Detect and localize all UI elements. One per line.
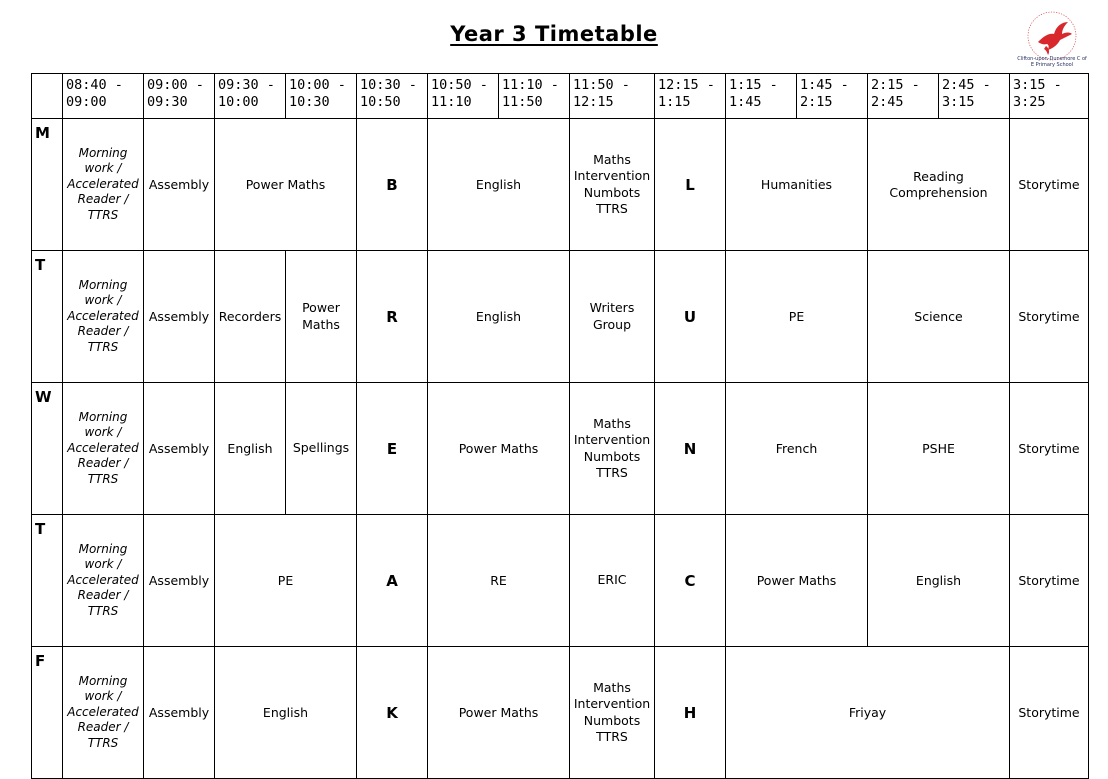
cell-line: TTRS	[87, 207, 119, 222]
cell-line: 09:00	[66, 94, 107, 110]
cell-line: TTRS	[87, 471, 119, 486]
morning-work-cell	[63, 251, 144, 383]
cell-line: Accelerated	[67, 176, 139, 191]
cell-line: Accelerated	[67, 440, 139, 455]
cell-line: 11:50 -	[573, 77, 630, 93]
time-slot-header	[570, 74, 655, 119]
day-label: M	[32, 119, 63, 251]
storytime-cell: Storytime	[1010, 251, 1089, 383]
day-label: T	[32, 251, 63, 383]
cell-line: 1:15	[658, 94, 691, 110]
cell-line: Accelerated	[67, 572, 139, 587]
lesson-cell: French	[726, 383, 868, 515]
cell-line: Accelerated	[67, 704, 139, 719]
cell-line: Morning	[78, 277, 128, 292]
lesson-cell: Spellings	[286, 383, 357, 515]
cell-line: 1:45 -	[800, 77, 849, 93]
cell-line: Intervention	[573, 432, 651, 447]
cell-line: work /	[84, 293, 122, 308]
cell-line: Reader /	[77, 456, 129, 471]
lesson-cell	[570, 647, 655, 779]
cell-line: Group	[592, 316, 632, 332]
lesson-cell: Friyay	[726, 647, 1010, 779]
cell-line: Numbots	[583, 448, 641, 464]
storytime-cell: Storytime	[1010, 119, 1089, 251]
cell-line: 09:00 -	[147, 77, 204, 93]
cell-line: Morning	[78, 541, 128, 556]
assembly-cell: Assembly	[144, 119, 215, 251]
lesson-cell: Power Maths	[428, 647, 570, 779]
cell-line: TTRS	[596, 465, 628, 480]
cell-line: Maths	[593, 415, 631, 431]
time-slot-header	[286, 74, 357, 119]
cell-line: TTRS	[87, 603, 119, 618]
cell-line: Maths	[593, 679, 631, 695]
time-slot-header	[144, 74, 215, 119]
lesson-cell	[570, 251, 655, 383]
cell-line: 08:40 -	[66, 77, 123, 93]
break-letter: B	[357, 119, 428, 251]
time-slot-header	[357, 74, 428, 119]
lesson-cell: PE	[215, 515, 357, 647]
cell-line: TTRS	[596, 729, 628, 744]
cell-line: Intervention	[573, 168, 651, 183]
page-title: Year 3 Timetable	[450, 22, 658, 46]
morning-work-cell	[63, 515, 144, 647]
day-row	[32, 119, 1089, 251]
cell-line: Reader /	[77, 324, 129, 339]
lunch-letter: N	[655, 383, 726, 515]
cell-line: Numbots	[583, 712, 641, 728]
cell-line: Power	[302, 300, 340, 315]
cell-line: 2:45 -	[942, 77, 991, 93]
cell-line: Maths	[593, 151, 631, 167]
morning-work-cell	[63, 647, 144, 779]
red-dove-icon	[1038, 22, 1072, 55]
cell-line: Reader /	[77, 192, 129, 207]
lesson-cell: Science	[868, 251, 1010, 383]
lesson-cell: Recorders	[215, 251, 286, 383]
time-slot-header	[939, 74, 1010, 119]
cell-line: 1:45	[729, 94, 762, 110]
lesson-cell: English	[868, 515, 1010, 647]
cell-line: TTRS	[87, 735, 119, 750]
time-slot-header	[655, 74, 726, 119]
assembly-cell: Assembly	[144, 515, 215, 647]
time-slot-header	[499, 74, 570, 119]
cell-line: 2:15	[800, 94, 833, 110]
cell-line: 3:15 -	[1013, 77, 1062, 93]
lesson-cell	[286, 251, 357, 383]
lesson-cell: Reading Comprehension	[868, 119, 1010, 251]
lesson-cell: Humanities	[726, 119, 868, 251]
cell-line: 10:50 -	[431, 77, 488, 93]
cell-line: Intervention	[573, 696, 651, 711]
cell-line: 11:50	[502, 94, 543, 110]
cell-line: 10:00 -	[289, 77, 346, 93]
day-row	[32, 515, 1089, 647]
lesson-cell: RE	[428, 515, 570, 647]
assembly-cell: Assembly	[144, 251, 215, 383]
lesson-cell: Power Maths	[726, 515, 868, 647]
lesson-cell: English	[428, 251, 570, 383]
morning-work-cell	[63, 383, 144, 515]
storytime-cell: Storytime	[1010, 647, 1089, 779]
lesson-cell	[570, 119, 655, 251]
day-row	[32, 383, 1089, 515]
time-slot-header	[726, 74, 797, 119]
logo-caption: Clifton-upon-Dunsmore C of E Primary School	[1017, 56, 1087, 68]
timetable	[31, 73, 1089, 779]
cell-line: 09:30 -	[218, 77, 275, 93]
lunch-letter: L	[655, 119, 726, 251]
time-slot-header	[428, 74, 499, 119]
cell-line: 2:15 -	[871, 77, 920, 93]
time-slot-header	[797, 74, 868, 119]
cell-line: Writers	[589, 300, 635, 315]
storytime-cell: Storytime	[1010, 515, 1089, 647]
cell-line: TTRS	[596, 201, 628, 216]
cell-line: Morning	[78, 673, 128, 688]
cell-line: work /	[84, 425, 122, 440]
lesson-cell: PE	[726, 251, 868, 383]
cell-line: Reader /	[77, 588, 129, 603]
lesson-cell: ERIC	[570, 515, 655, 647]
cell-line: Accelerated	[67, 308, 139, 323]
cell-line: Reader /	[77, 720, 129, 735]
day-label: T	[32, 515, 63, 647]
assembly-cell: Assembly	[144, 647, 215, 779]
lesson-cell: Power Maths	[215, 119, 357, 251]
lesson-cell: PSHE	[868, 383, 1010, 515]
break-letter: R	[357, 251, 428, 383]
cell-line: 12:15	[573, 94, 614, 110]
assembly-cell: Assembly	[144, 383, 215, 515]
cell-line: 10:50	[360, 94, 401, 110]
cell-line: Numbots	[583, 184, 641, 200]
day-label: F	[32, 647, 63, 779]
lesson-cell: English	[215, 647, 357, 779]
cell-line: 10:30	[289, 94, 330, 110]
time-slot-header	[63, 74, 144, 119]
cell-line: TTRS	[87, 339, 119, 354]
lesson-cell: English	[428, 119, 570, 251]
cell-line: 3:25	[1013, 94, 1046, 110]
break-letter: A	[357, 515, 428, 647]
cell-line: 11:10 -	[502, 77, 559, 93]
day-row	[32, 647, 1089, 779]
cell-line: 09:30	[147, 94, 188, 110]
cell-line: work /	[84, 161, 122, 176]
cell-line: Maths	[302, 316, 340, 332]
cell-line: 11:10	[431, 94, 472, 110]
cell-line: 2:45	[871, 94, 904, 110]
time-slot-header	[215, 74, 286, 119]
lesson-cell	[570, 383, 655, 515]
time-header-row	[32, 74, 1089, 119]
day-row	[32, 251, 1089, 383]
cell-line: 10:00	[218, 94, 259, 110]
storytime-cell: Storytime	[1010, 383, 1089, 515]
break-letter: E	[357, 383, 428, 515]
cell-line: 12:15 -	[658, 77, 715, 93]
lesson-cell: Power Maths	[428, 383, 570, 515]
morning-work-cell	[63, 119, 144, 251]
day-label: W	[32, 383, 63, 515]
cell-line: 10:30 -	[360, 77, 417, 93]
corner-cell	[32, 74, 63, 119]
cell-line: Morning	[78, 409, 128, 424]
time-slot-header	[1010, 74, 1089, 119]
cell-line: 1:15 -	[729, 77, 778, 93]
time-slot-header	[868, 74, 939, 119]
lesson-cell: English	[215, 383, 286, 515]
cell-line: 3:15	[942, 94, 975, 110]
break-letter: K	[357, 647, 428, 779]
lunch-letter: C	[655, 515, 726, 647]
cell-line: work /	[84, 557, 122, 572]
cell-line: Morning	[78, 145, 128, 160]
lunch-letter: H	[655, 647, 726, 779]
lunch-letter: U	[655, 251, 726, 383]
cell-line: work /	[84, 689, 122, 704]
